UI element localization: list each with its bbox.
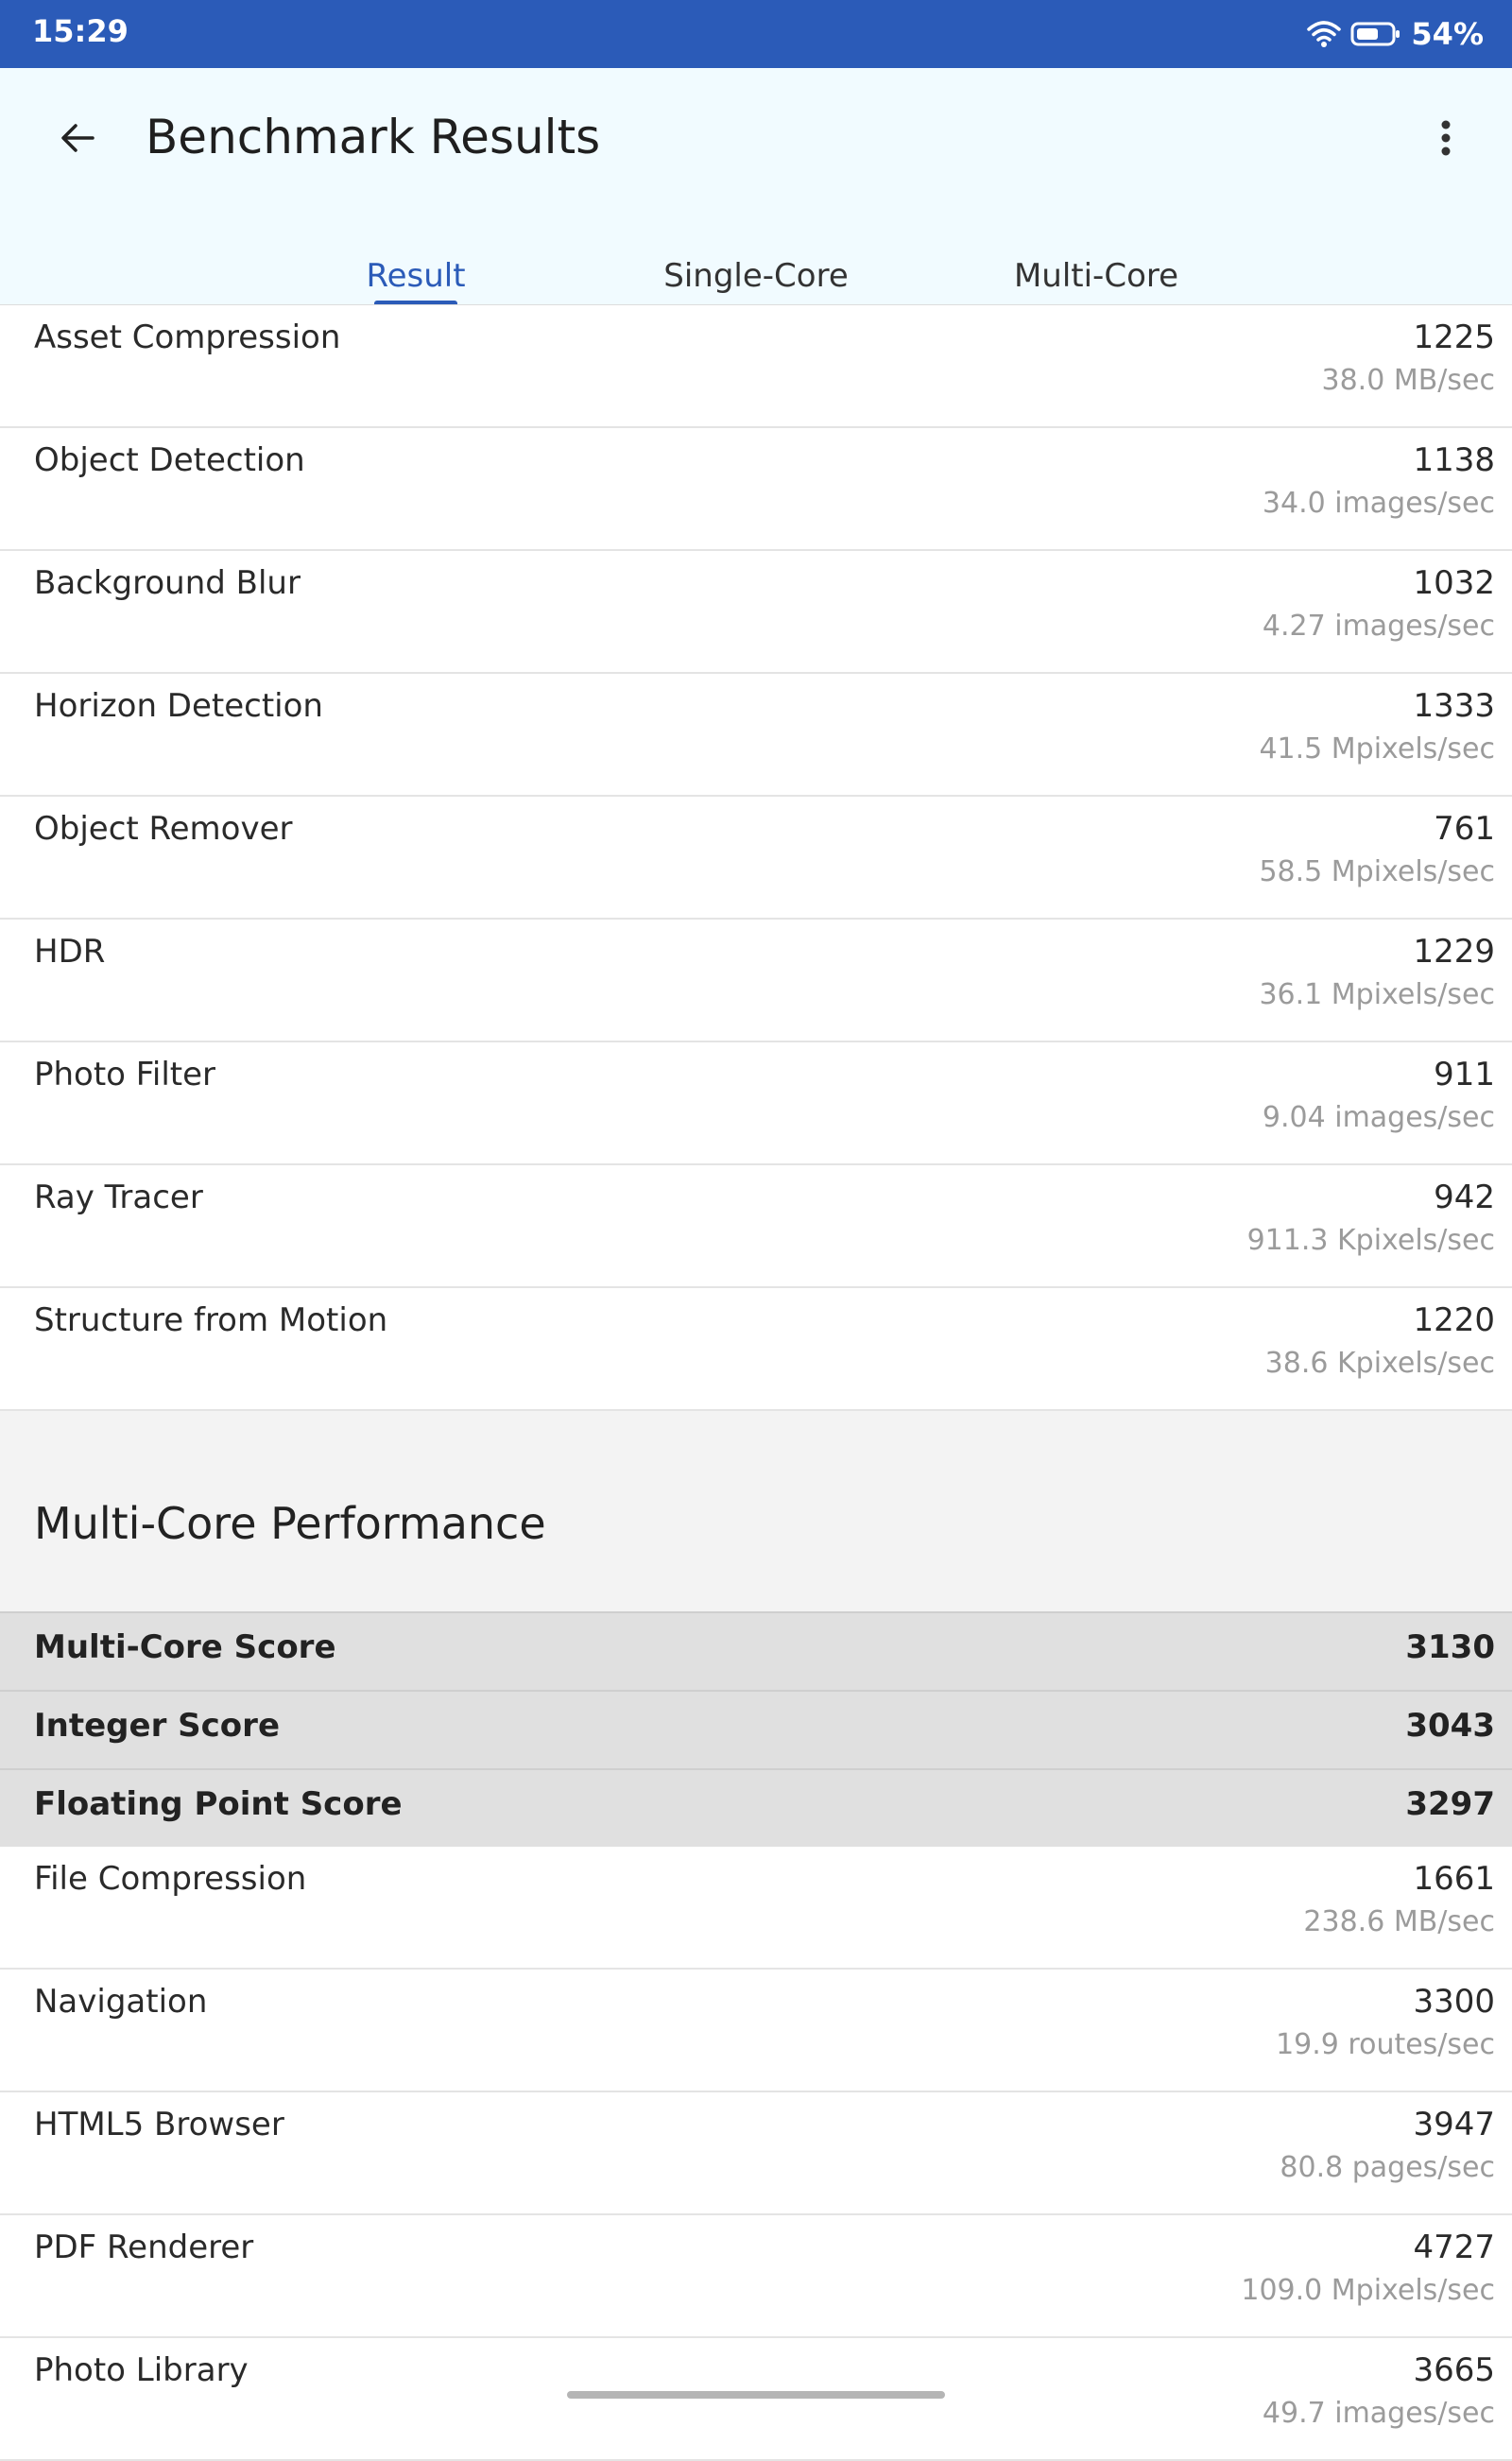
list-item	[0, 1288, 1512, 1411]
list-item	[0, 2215, 1512, 2338]
test-name: Background Blur	[34, 564, 301, 602]
test-name: Navigation	[34, 1983, 208, 2021]
summary-name: Floating Point Score	[34, 1785, 403, 1823]
test-score: 3300	[1413, 1983, 1495, 2021]
summary-row-multi-core-score	[0, 1611, 1512, 1690]
test-name: Structure from Motion	[34, 1301, 388, 1339]
test-rate: 49.7 images/sec	[1262, 2397, 1495, 2430]
list-item	[0, 428, 1512, 551]
test-rate: 911.3 Kpixels/sec	[1246, 1224, 1495, 1257]
test-name: Horizon Detection	[34, 687, 323, 725]
test-score: 1138	[1413, 441, 1495, 479]
list-item	[0, 2338, 1512, 2461]
section-header	[0, 1477, 1512, 1611]
summary-name: Multi-Core Score	[34, 1628, 336, 1666]
summary-row-floating-point-score	[0, 1768, 1512, 1847]
list-item	[0, 1970, 1512, 2092]
test-rate: 9.04 images/sec	[1262, 1101, 1495, 1134]
status-time: 15:29	[32, 13, 129, 49]
test-rate: 109.0 Mpixels/sec	[1241, 2274, 1495, 2307]
test-score: 1032	[1413, 564, 1495, 602]
test-score: 911	[1434, 1056, 1495, 1093]
gesture-nav-handle[interactable]	[567, 2391, 945, 2399]
test-name: File Compression	[34, 1860, 307, 1898]
tab-result[interactable]	[246, 229, 586, 304]
test-score: 1225	[1413, 318, 1495, 356]
list-item	[0, 1847, 1512, 1970]
tab-label: Multi-Core	[1013, 257, 1179, 295]
wifi-icon	[1307, 20, 1341, 48]
summary-value: 3043	[1405, 1707, 1495, 1745]
test-name: Asset Compression	[34, 318, 341, 356]
summary-value: 3130	[1405, 1628, 1495, 1666]
test-score: 942	[1434, 1179, 1495, 1216]
more-options-button[interactable]	[1412, 106, 1480, 174]
section-title: Multi-Core Performance	[34, 1498, 546, 1549]
summary-row-integer-score	[0, 1690, 1512, 1768]
list-item	[0, 920, 1512, 1042]
test-score: 3665	[1413, 2351, 1495, 2389]
list-item	[0, 797, 1512, 920]
test-rate: 34.0 images/sec	[1262, 487, 1495, 520]
tab-multi-core[interactable]	[926, 229, 1266, 304]
test-score: 761	[1434, 810, 1495, 848]
test-name: HTML5 Browser	[34, 2106, 284, 2143]
summary-value: 3297	[1405, 1785, 1495, 1823]
test-name: HDR	[34, 933, 106, 971]
test-name: Photo Filter	[34, 1056, 215, 1093]
tab-single-core[interactable]	[586, 229, 926, 304]
tab-label: Single-Core	[663, 257, 849, 295]
test-name: Ray Tracer	[34, 1179, 203, 1216]
test-rate: 41.5 Mpixels/sec	[1259, 732, 1495, 766]
list-item	[0, 674, 1512, 797]
test-score: 3947	[1413, 2106, 1495, 2143]
test-name: Object Detection	[34, 441, 305, 479]
arrow-left-icon	[57, 117, 98, 163]
list-item	[0, 2092, 1512, 2215]
test-score: 1220	[1413, 1301, 1495, 1339]
test-score: 1661	[1413, 1860, 1495, 1898]
battery-icon	[1350, 20, 1401, 48]
more-vert-icon	[1440, 119, 1452, 161]
tab-label: Result	[366, 257, 466, 295]
test-rate: 38.6 Kpixels/sec	[1264, 1347, 1495, 1380]
test-name: PDF Renderer	[34, 2229, 254, 2266]
status-icons	[1307, 13, 1484, 55]
summary-name: Integer Score	[34, 1707, 280, 1745]
test-rate: 36.1 Mpixels/sec	[1259, 978, 1495, 1011]
test-rate: 58.5 Mpixels/sec	[1259, 855, 1495, 888]
test-name: Photo Library	[34, 2351, 249, 2389]
test-rate: 19.9 routes/sec	[1276, 2028, 1495, 2061]
test-rate: 38.0 MB/sec	[1321, 364, 1495, 397]
section-divider	[0, 1411, 1512, 1477]
tab-bar	[0, 229, 1512, 304]
test-rate: 80.8 pages/sec	[1280, 2151, 1495, 2184]
list-item	[0, 1042, 1512, 1165]
list-item	[0, 1165, 1512, 1288]
battery-percentage: 54%	[1411, 16, 1484, 52]
test-name: Object Remover	[34, 810, 293, 848]
results-list[interactable]	[0, 304, 1512, 2430]
list-item	[0, 551, 1512, 674]
test-rate: 238.6 MB/sec	[1303, 1905, 1495, 1938]
back-button[interactable]	[43, 106, 112, 174]
test-score: 1229	[1413, 933, 1495, 971]
test-rate: 4.27 images/sec	[1262, 610, 1495, 643]
list-item	[0, 305, 1512, 428]
test-score: 1333	[1413, 687, 1495, 725]
status-bar	[0, 0, 1512, 68]
test-score: 4727	[1413, 2229, 1495, 2266]
page-title: Benchmark Results	[146, 110, 601, 164]
app-bar	[0, 68, 1512, 304]
